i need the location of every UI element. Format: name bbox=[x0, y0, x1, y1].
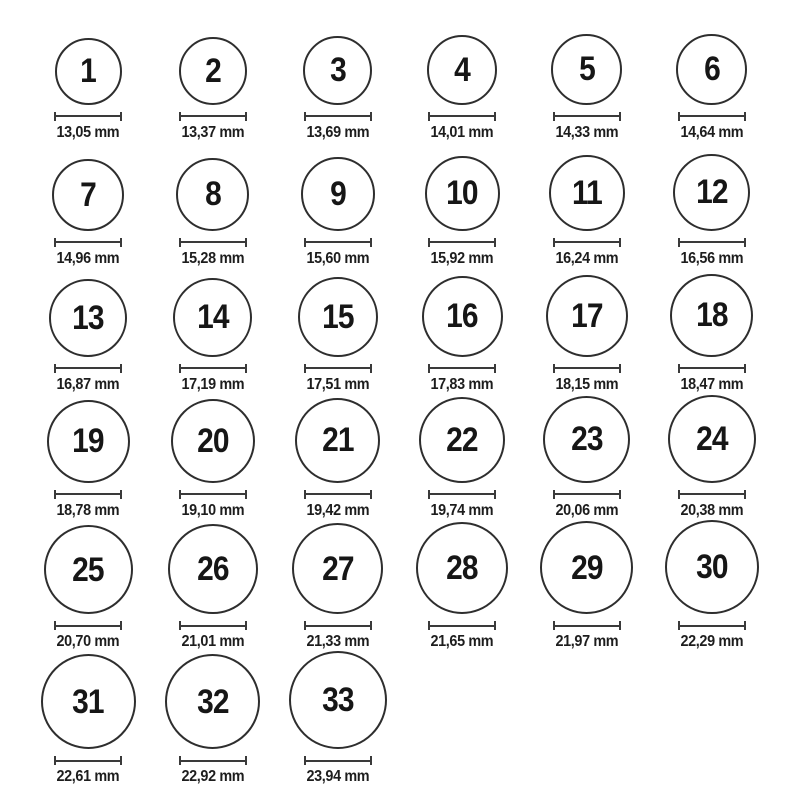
ring-size-number: 17 bbox=[571, 296, 603, 335]
measure-bar bbox=[306, 241, 370, 243]
measure-bar bbox=[306, 115, 370, 117]
ring-size-cell bbox=[168, 524, 258, 651]
ring-circle bbox=[47, 400, 130, 483]
ring-size-cell bbox=[668, 395, 756, 520]
ring-size-number: 13 bbox=[72, 298, 105, 337]
ring-circle bbox=[179, 37, 247, 105]
ring-size-number: 32 bbox=[197, 682, 229, 721]
ring-size-cell bbox=[673, 154, 750, 268]
ring-size-number: 4 bbox=[454, 50, 471, 89]
diameter-measure-line bbox=[304, 756, 372, 765]
ring-size-number: 24 bbox=[695, 419, 728, 458]
diameter-label: 17,19 mm bbox=[181, 375, 245, 393]
measure-bar bbox=[430, 115, 494, 117]
ring-size-cell bbox=[173, 278, 252, 394]
ring-size-cell bbox=[425, 156, 500, 268]
measure-bar bbox=[181, 625, 245, 627]
ring-size-cell bbox=[676, 34, 747, 142]
ring-size-cell bbox=[298, 277, 378, 394]
ring-circle bbox=[668, 395, 756, 483]
ring-circle bbox=[676, 34, 747, 105]
ring-size-number: 10 bbox=[446, 174, 479, 213]
diameter-label: 21,97 mm bbox=[555, 633, 619, 650]
diameter-measure-line bbox=[553, 364, 621, 373]
ring-size-cell bbox=[546, 275, 628, 394]
diameter-label: 21,33 mm bbox=[306, 633, 370, 650]
ring-size-cell bbox=[549, 155, 625, 268]
measure-bar bbox=[555, 493, 619, 495]
diameter-measure-line bbox=[428, 112, 496, 121]
diameter-label: 22,92 mm bbox=[181, 768, 245, 786]
diameter-measure-line bbox=[678, 238, 746, 247]
ring-size-cell bbox=[41, 654, 136, 786]
ring-size-number: 15 bbox=[321, 297, 354, 336]
measure-bar bbox=[56, 760, 120, 762]
diameter-label: 14,64 mm bbox=[680, 123, 744, 141]
diameter-measure-line bbox=[179, 621, 247, 630]
diameter-label: 13,37 mm bbox=[181, 123, 245, 141]
measure-bar bbox=[555, 367, 619, 369]
measure-bar bbox=[181, 367, 245, 369]
measure-bar bbox=[181, 115, 245, 117]
diameter-label: 14,01 mm bbox=[430, 123, 494, 141]
ring-circle bbox=[292, 523, 383, 614]
ring-circle bbox=[165, 654, 260, 749]
diameter-label: 22,29 mm bbox=[680, 633, 744, 650]
measure-bar bbox=[555, 625, 619, 627]
ring-size-row bbox=[26, 268, 774, 394]
diameter-label: 14,33 mm bbox=[555, 123, 619, 141]
ring-size-cell bbox=[665, 520, 759, 651]
measure-bar bbox=[430, 241, 494, 243]
measure-bar bbox=[680, 115, 744, 117]
ring-size-row bbox=[26, 16, 774, 142]
ring-circle bbox=[289, 651, 387, 749]
measure-bar bbox=[306, 493, 370, 495]
ring-circle bbox=[303, 36, 372, 105]
ring-size-cell bbox=[289, 651, 387, 786]
diameter-label: 22,61 mm bbox=[56, 768, 120, 786]
ring-circle bbox=[52, 159, 124, 231]
diameter-measure-line bbox=[678, 364, 746, 373]
ring-size-cell bbox=[292, 523, 383, 651]
diameter-measure-line bbox=[304, 112, 372, 121]
diameter-measure-line bbox=[428, 490, 496, 499]
diameter-label: 21,01 mm bbox=[181, 633, 245, 650]
ring-circle bbox=[419, 397, 505, 483]
measure-bar bbox=[430, 625, 494, 627]
ring-circle bbox=[301, 157, 375, 231]
diameter-label: 14,96 mm bbox=[56, 249, 120, 267]
ring-size-number: 20 bbox=[197, 421, 229, 460]
ring-size-cell bbox=[295, 398, 380, 520]
diameter-label: 16,87 mm bbox=[56, 375, 120, 393]
ring-size-row bbox=[26, 651, 774, 786]
ring-size-number: 14 bbox=[197, 298, 229, 337]
diameter-measure-line bbox=[553, 112, 621, 121]
ring-size-number: 19 bbox=[72, 422, 105, 461]
ring-circle bbox=[540, 521, 633, 614]
diameter-label: 20,70 mm bbox=[56, 633, 120, 650]
diameter-measure-line bbox=[678, 621, 746, 630]
measure-bar bbox=[555, 241, 619, 243]
ring-circle bbox=[546, 275, 628, 357]
ring-circle bbox=[673, 154, 750, 231]
ring-size-number: 3 bbox=[329, 51, 346, 90]
ring-circle bbox=[49, 279, 127, 357]
diameter-measure-line bbox=[553, 490, 621, 499]
ring-size-number: 23 bbox=[571, 420, 603, 459]
diameter-label: 15,60 mm bbox=[306, 249, 370, 267]
diameter-label: 18,47 mm bbox=[680, 375, 744, 393]
ring-circle bbox=[670, 274, 753, 357]
diameter-measure-line bbox=[678, 112, 746, 121]
ring-size-number: 30 bbox=[695, 548, 728, 586]
ring-size-cell bbox=[171, 399, 255, 520]
diameter-label: 19,42 mm bbox=[306, 501, 370, 519]
measure-bar bbox=[430, 493, 494, 495]
diameter-label: 15,92 mm bbox=[430, 249, 494, 267]
ring-circle bbox=[665, 520, 759, 614]
ring-size-number: 18 bbox=[695, 296, 728, 335]
ring-size-number: 28 bbox=[446, 549, 479, 587]
diameter-measure-line bbox=[54, 490, 122, 499]
ring-size-number: 12 bbox=[695, 173, 728, 212]
ring-size-number: 26 bbox=[197, 550, 229, 588]
ring-size-number: 8 bbox=[205, 175, 221, 214]
ring-size-cell bbox=[543, 396, 630, 520]
ring-size-row bbox=[26, 520, 774, 651]
ring-circle bbox=[549, 155, 625, 231]
ring-circle bbox=[427, 35, 497, 105]
ring-circle bbox=[168, 524, 258, 614]
diameter-label: 16,24 mm bbox=[555, 249, 619, 267]
diameter-measure-line bbox=[304, 364, 372, 373]
measure-bar bbox=[306, 625, 370, 627]
ring-size-row bbox=[26, 394, 774, 520]
ring-size-number: 1 bbox=[80, 52, 97, 91]
diameter-measure-line bbox=[304, 490, 372, 499]
ring-size-cell bbox=[422, 276, 503, 394]
measure-bar bbox=[56, 115, 120, 117]
ring-size-number: 25 bbox=[72, 550, 105, 589]
ring-size-number: 29 bbox=[571, 548, 603, 587]
ring-size-cell bbox=[419, 397, 505, 520]
measure-bar bbox=[680, 625, 744, 627]
ring-circle bbox=[416, 522, 508, 614]
ring-size-number: 2 bbox=[205, 51, 221, 90]
measure-bar bbox=[56, 367, 120, 369]
ring-size-cell bbox=[53, 38, 123, 142]
ring-size-number: 9 bbox=[329, 174, 346, 213]
measure-bar bbox=[181, 241, 245, 243]
measure-bar bbox=[680, 241, 744, 243]
ring-size-cell bbox=[303, 36, 373, 142]
measure-bar bbox=[555, 115, 619, 117]
ring-circle bbox=[551, 34, 622, 105]
ring-size-number: 11 bbox=[572, 173, 602, 212]
ring-circle bbox=[44, 525, 133, 614]
ring-size-cell bbox=[44, 525, 133, 651]
ring-circle bbox=[171, 399, 255, 483]
diameter-label: 13,69 mm bbox=[306, 123, 370, 141]
ring-circle bbox=[41, 654, 136, 749]
diameter-label: 18,78 mm bbox=[56, 501, 120, 519]
measure-bar bbox=[56, 493, 120, 495]
diameter-label: 21,65 mm bbox=[430, 633, 494, 650]
diameter-measure-line bbox=[54, 756, 122, 765]
diameter-measure-line bbox=[678, 490, 746, 499]
diameter-measure-line bbox=[179, 364, 247, 373]
ring-size-cell bbox=[47, 400, 130, 520]
diameter-measure-line bbox=[304, 621, 372, 630]
ring-circle bbox=[295, 398, 380, 483]
diameter-measure-line bbox=[553, 238, 621, 247]
ring-circle bbox=[422, 276, 503, 357]
diameter-label: 15,28 mm bbox=[181, 249, 245, 267]
measure-bar bbox=[306, 367, 370, 369]
ring-size-number: 33 bbox=[321, 681, 354, 720]
diameter-label: 16,56 mm bbox=[680, 249, 744, 267]
diameter-measure-line bbox=[179, 490, 247, 499]
diameter-measure-line bbox=[54, 621, 122, 630]
diameter-label: 20,38 mm bbox=[680, 501, 744, 519]
diameter-label: 23,94 mm bbox=[306, 768, 370, 786]
measure-bar bbox=[181, 760, 245, 762]
measure-bar bbox=[56, 625, 120, 627]
ring-circle bbox=[55, 38, 122, 105]
ring-size-cell bbox=[165, 654, 260, 786]
diameter-measure-line bbox=[54, 238, 122, 247]
ring-size-cell bbox=[540, 521, 633, 651]
diameter-measure-line bbox=[179, 756, 247, 765]
diameter-measure-line bbox=[54, 112, 122, 121]
ring-size-cell bbox=[176, 158, 249, 268]
measure-bar bbox=[680, 493, 744, 495]
diameter-measure-line bbox=[428, 364, 496, 373]
ring-circle bbox=[543, 396, 630, 483]
ring-size-cell bbox=[301, 157, 375, 268]
ring-circle bbox=[176, 158, 249, 231]
ring-size-number: 27 bbox=[321, 549, 354, 588]
diameter-label: 19,74 mm bbox=[430, 501, 494, 519]
diameter-label: 17,51 mm bbox=[306, 375, 370, 393]
measure-bar bbox=[56, 241, 120, 243]
ring-size-cell bbox=[551, 34, 622, 142]
diameter-measure-line bbox=[553, 621, 621, 630]
ring-size-number: 6 bbox=[703, 50, 720, 89]
diameter-label: 20,06 mm bbox=[555, 501, 619, 519]
measure-bar bbox=[306, 760, 370, 762]
ring-size-cell bbox=[49, 279, 127, 394]
diameter-measure-line bbox=[179, 112, 247, 121]
measure-bar bbox=[430, 367, 494, 369]
ring-size-number: 5 bbox=[579, 50, 595, 89]
ring-circle bbox=[173, 278, 252, 357]
ring-size-cell bbox=[670, 274, 753, 394]
ring-circle bbox=[298, 277, 378, 357]
diameter-label: 13,05 mm bbox=[56, 123, 120, 141]
measure-bar bbox=[680, 367, 744, 369]
ring-circle bbox=[425, 156, 500, 231]
ring-size-number: 16 bbox=[446, 297, 479, 336]
diameter-measure-line bbox=[428, 621, 496, 630]
diameter-measure-line bbox=[428, 238, 496, 247]
diameter-measure-line bbox=[304, 238, 372, 247]
diameter-label: 18,15 mm bbox=[555, 375, 619, 393]
measure-bar bbox=[181, 493, 245, 495]
ring-size-number: 7 bbox=[80, 175, 97, 214]
ring-size-cell bbox=[427, 35, 497, 142]
ring-size-cell bbox=[178, 37, 248, 142]
ring-size-number: 21 bbox=[321, 421, 354, 460]
ring-size-number: 22 bbox=[446, 420, 479, 459]
ring-size-row bbox=[26, 142, 774, 268]
diameter-label: 17,83 mm bbox=[430, 375, 494, 393]
diameter-measure-line bbox=[179, 238, 247, 247]
diameter-label: 19,10 mm bbox=[181, 501, 245, 519]
ring-size-cell bbox=[52, 159, 124, 268]
ring-size-number: 31 bbox=[72, 682, 105, 721]
diameter-measure-line bbox=[54, 364, 122, 373]
ring-size-cell bbox=[416, 522, 508, 651]
